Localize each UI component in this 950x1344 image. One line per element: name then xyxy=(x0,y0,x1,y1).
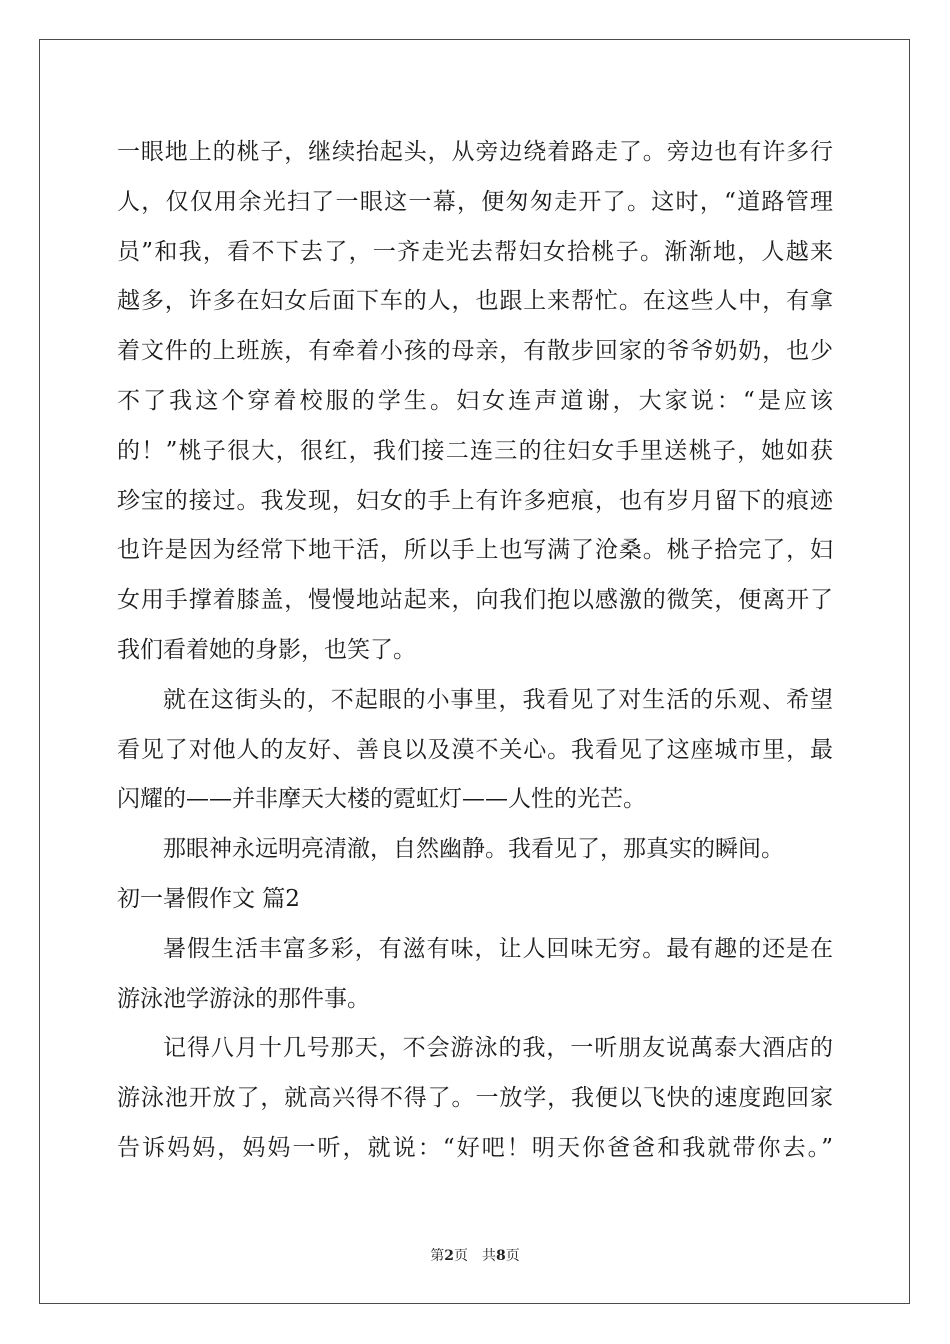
text-line: 珍宝的接过。我发现，妇女的手上有许多疤痕，也有岁月留下的痕迹 xyxy=(117,487,833,514)
text-line: 女用手撑着膝盖，慢慢地站起来，向我们抱以感激的微笑，便离开了 xyxy=(117,587,833,614)
footer-total-suffix: 页 xyxy=(505,1248,520,1264)
text-line: 一眼地上的桃子，继续抬起头，从旁边绕着路走了。旁边也有许多行 xyxy=(117,139,833,165)
text-line: 着文件的上班族，有牵着小孩的母亲，有散步回家的爷爷奶奶，也少 xyxy=(117,338,833,365)
footer-total-prefix: 共 xyxy=(482,1248,496,1264)
footer-total-pages: 8 xyxy=(496,1248,506,1264)
text-line: 那眼神永远明亮清澈，自然幽静。我看见了，那真实的瞬间。 xyxy=(163,836,784,863)
text-line: 看见了对他人的友好、善良以及漠不关心。我看见了这座城市里，最 xyxy=(117,736,833,763)
text-line: 闪耀的——并非摩天大楼的霓虹灯——人性的光芒。 xyxy=(117,786,646,813)
text-line: 游泳池学游泳的那件事。 xyxy=(117,985,370,1012)
text-line: 也许是因为经常下地干活，所以手上也写满了沧桑。桃子拾完了，妇 xyxy=(117,537,833,564)
footer-page-suffix: 页 xyxy=(454,1248,468,1264)
page-footer xyxy=(0,1246,950,1266)
text-line: 暑假生活丰富多彩，有滋有味，让人回味无穷。最有趣的还是在 xyxy=(163,935,833,962)
text-line: 人，仅仅用余光扫了一眼这一幕，便匆匆走开了。这时，“道路管理 xyxy=(117,188,833,215)
text-line: 初一暑假作文 篇2 xyxy=(117,885,300,912)
text-line: 我们看着她的身影，也笑了。 xyxy=(117,636,416,663)
text-line: 的！”桃子很大，很红，我们接二连三的往妇女手里送桃子，她如获 xyxy=(117,437,833,464)
document-body xyxy=(117,128,833,1174)
text-line: 越多，许多在妇女后面下车的人，也跟上来帮忙。在这些人中，有拿 xyxy=(117,288,833,315)
text-line: 游泳池开放了，就高兴得不得了。一放学，我便以飞快的速度跑回家 xyxy=(117,1085,833,1112)
text-line: 记得八月十几号那天，不会游泳的我，一听朋友说萬泰大酒店的 xyxy=(163,1035,833,1062)
text-line: 员”和我，看不下去了，一齐走光去帮妇女拾桃子。渐渐地，人越来 xyxy=(117,238,833,265)
footer-page-prefix: 第 xyxy=(430,1248,445,1264)
footer-page-number: 2 xyxy=(444,1248,454,1264)
text-line: 就在这街头的，不起眼的小事里，我看见了对生活的乐观、希望 xyxy=(163,686,833,713)
text-line: 不了我这个穿着校服的学生。妇女连声道谢，大家说：“是应该 xyxy=(117,387,833,414)
text-line: 告诉妈妈，妈妈一听，就说：“好吧！明天你爸爸和我就带你去。” xyxy=(117,1134,833,1161)
